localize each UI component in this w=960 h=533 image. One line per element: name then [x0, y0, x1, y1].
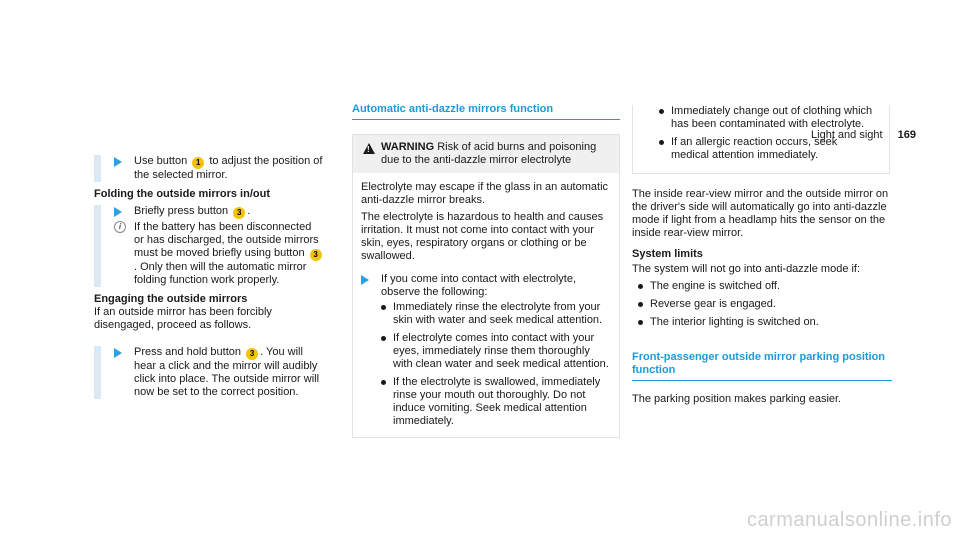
- list-item: The engine is switched off.: [638, 280, 892, 293]
- column-3: [632, 105, 892, 410]
- parking-paragraph: The parking position makes parking easier.: [632, 393, 842, 405]
- section-title-parking-position: Front-passenger outside mirror parking position function: [632, 351, 892, 381]
- engaging-paragraph: If an outside mirror has been forcibly disengaged, proceed as follows.: [94, 306, 272, 331]
- section-name: Light and sight: [811, 129, 883, 141]
- watermark: carmanualsonline.info: [746, 509, 952, 531]
- warning-label: WARNING: [381, 141, 435, 153]
- section-title-anti-dazzle: Automatic anti-dazzle mirrors function: [352, 103, 620, 120]
- list-item: If electrolyte comes into contact with your eyes, immediately rinse them thoroughly with clean water and seek medical attention.: [381, 332, 611, 371]
- warning-continuation-box: [632, 105, 890, 174]
- step-block-1: [94, 155, 324, 182]
- step-block-2: [94, 205, 324, 287]
- button-1-badge-icon: 1: [192, 157, 204, 169]
- warning-body: [353, 173, 619, 437]
- step-arrow-icon: [114, 348, 122, 358]
- continuation-bullets: [659, 105, 877, 162]
- step-arrow-icon: [114, 157, 122, 167]
- list-item: Immediately change out of clothing which has been contaminated with electrolyte.: [659, 105, 877, 131]
- warning-box: [352, 134, 620, 438]
- list-item: If an allergic reaction occurs, seek medical attention immediately.: [659, 136, 877, 162]
- button-3-badge-icon: 3: [233, 207, 245, 219]
- warning-triangle-icon: [363, 143, 375, 154]
- warning-paragraph-1: Electrolyte may escape if the glass in an automatic anti-dazzle mirror breaks.: [361, 181, 609, 206]
- info-note: i If the battery has been disconnected or has discharged, the outside mirrors must be moved briefly using button 3. Only then will the automatic mirror folding function work properly.: [114, 221, 324, 287]
- step-2: Briefly press button 3 .: [114, 205, 324, 219]
- heading-folding: Folding the outside mirrors in/out: [94, 188, 270, 200]
- warning-paragraph-2: The electrolyte is hazardous to health and causes irritation. It must not come into contact with your skin, eyes, respiratory organs or clothing or be swallowed.: [361, 211, 604, 262]
- warning-text: Risk of acid burns and poisoning due to the anti-dazzle mirror electrolyte: [381, 141, 597, 166]
- system-limits-bullets: [638, 280, 892, 329]
- heading-system-limits: System limits: [632, 248, 703, 260]
- list-item: Reverse gear is engaged.: [638, 298, 892, 311]
- info-icon: i: [114, 221, 126, 233]
- page-number: 169: [897, 129, 916, 141]
- step-1: Use button 1 to adjust the position of the selected mirror.: [114, 155, 324, 182]
- heading-engaging: Engaging the outside mirrors: [94, 293, 248, 305]
- warning-header: [353, 135, 619, 173]
- column-2: [352, 103, 620, 438]
- warning-bullets: [381, 301, 611, 428]
- list-item: The interior lighting is switched on.: [638, 316, 892, 329]
- list-item: Immediately rinse the electrolyte from your skin with water and seek medical attention.: [381, 301, 611, 327]
- button-3-badge-icon: 3: [246, 348, 258, 360]
- column-1: [94, 155, 324, 399]
- step-3: Press and hold button 3 . You will hear a click and the mirror will audibly click into place. The outside mirror will now be set to the correct position.: [114, 346, 324, 399]
- button-3-badge-icon: 3: [310, 249, 322, 261]
- warning-step: If you come into contact with electrolyte, observe the following: Immediately rinse the electrolyte from your skin with water and seek medical attention. If electrolyte comes into contact with your eyes, immediately rinse them thoroughly with clean water and seek medical attention. If the electrolyte is swallowed, immediately rinse your mouth out thoroughly. Do not induce vomiting. Seek medical attention immediately.: [361, 273, 611, 428]
- anti-dazzle-paragraph: The inside rear-view mirror and the outside mirror on the driver's side will automatically go into anti-dazzle mode if light from a headlamp hits the sensor on the inside rear-view mirror.: [632, 188, 889, 239]
- step-arrow-icon: [361, 275, 369, 285]
- step-arrow-icon: [114, 207, 122, 217]
- list-item: If the electrolyte is swallowed, immediately rinse your mouth out thoroughly. Do not induce vomiting. Seek medical attention immediately.: [381, 376, 611, 428]
- step-block-3: [94, 346, 324, 399]
- system-limits-paragraph: The system will not go into anti-dazzle mode if:: [632, 263, 861, 275]
